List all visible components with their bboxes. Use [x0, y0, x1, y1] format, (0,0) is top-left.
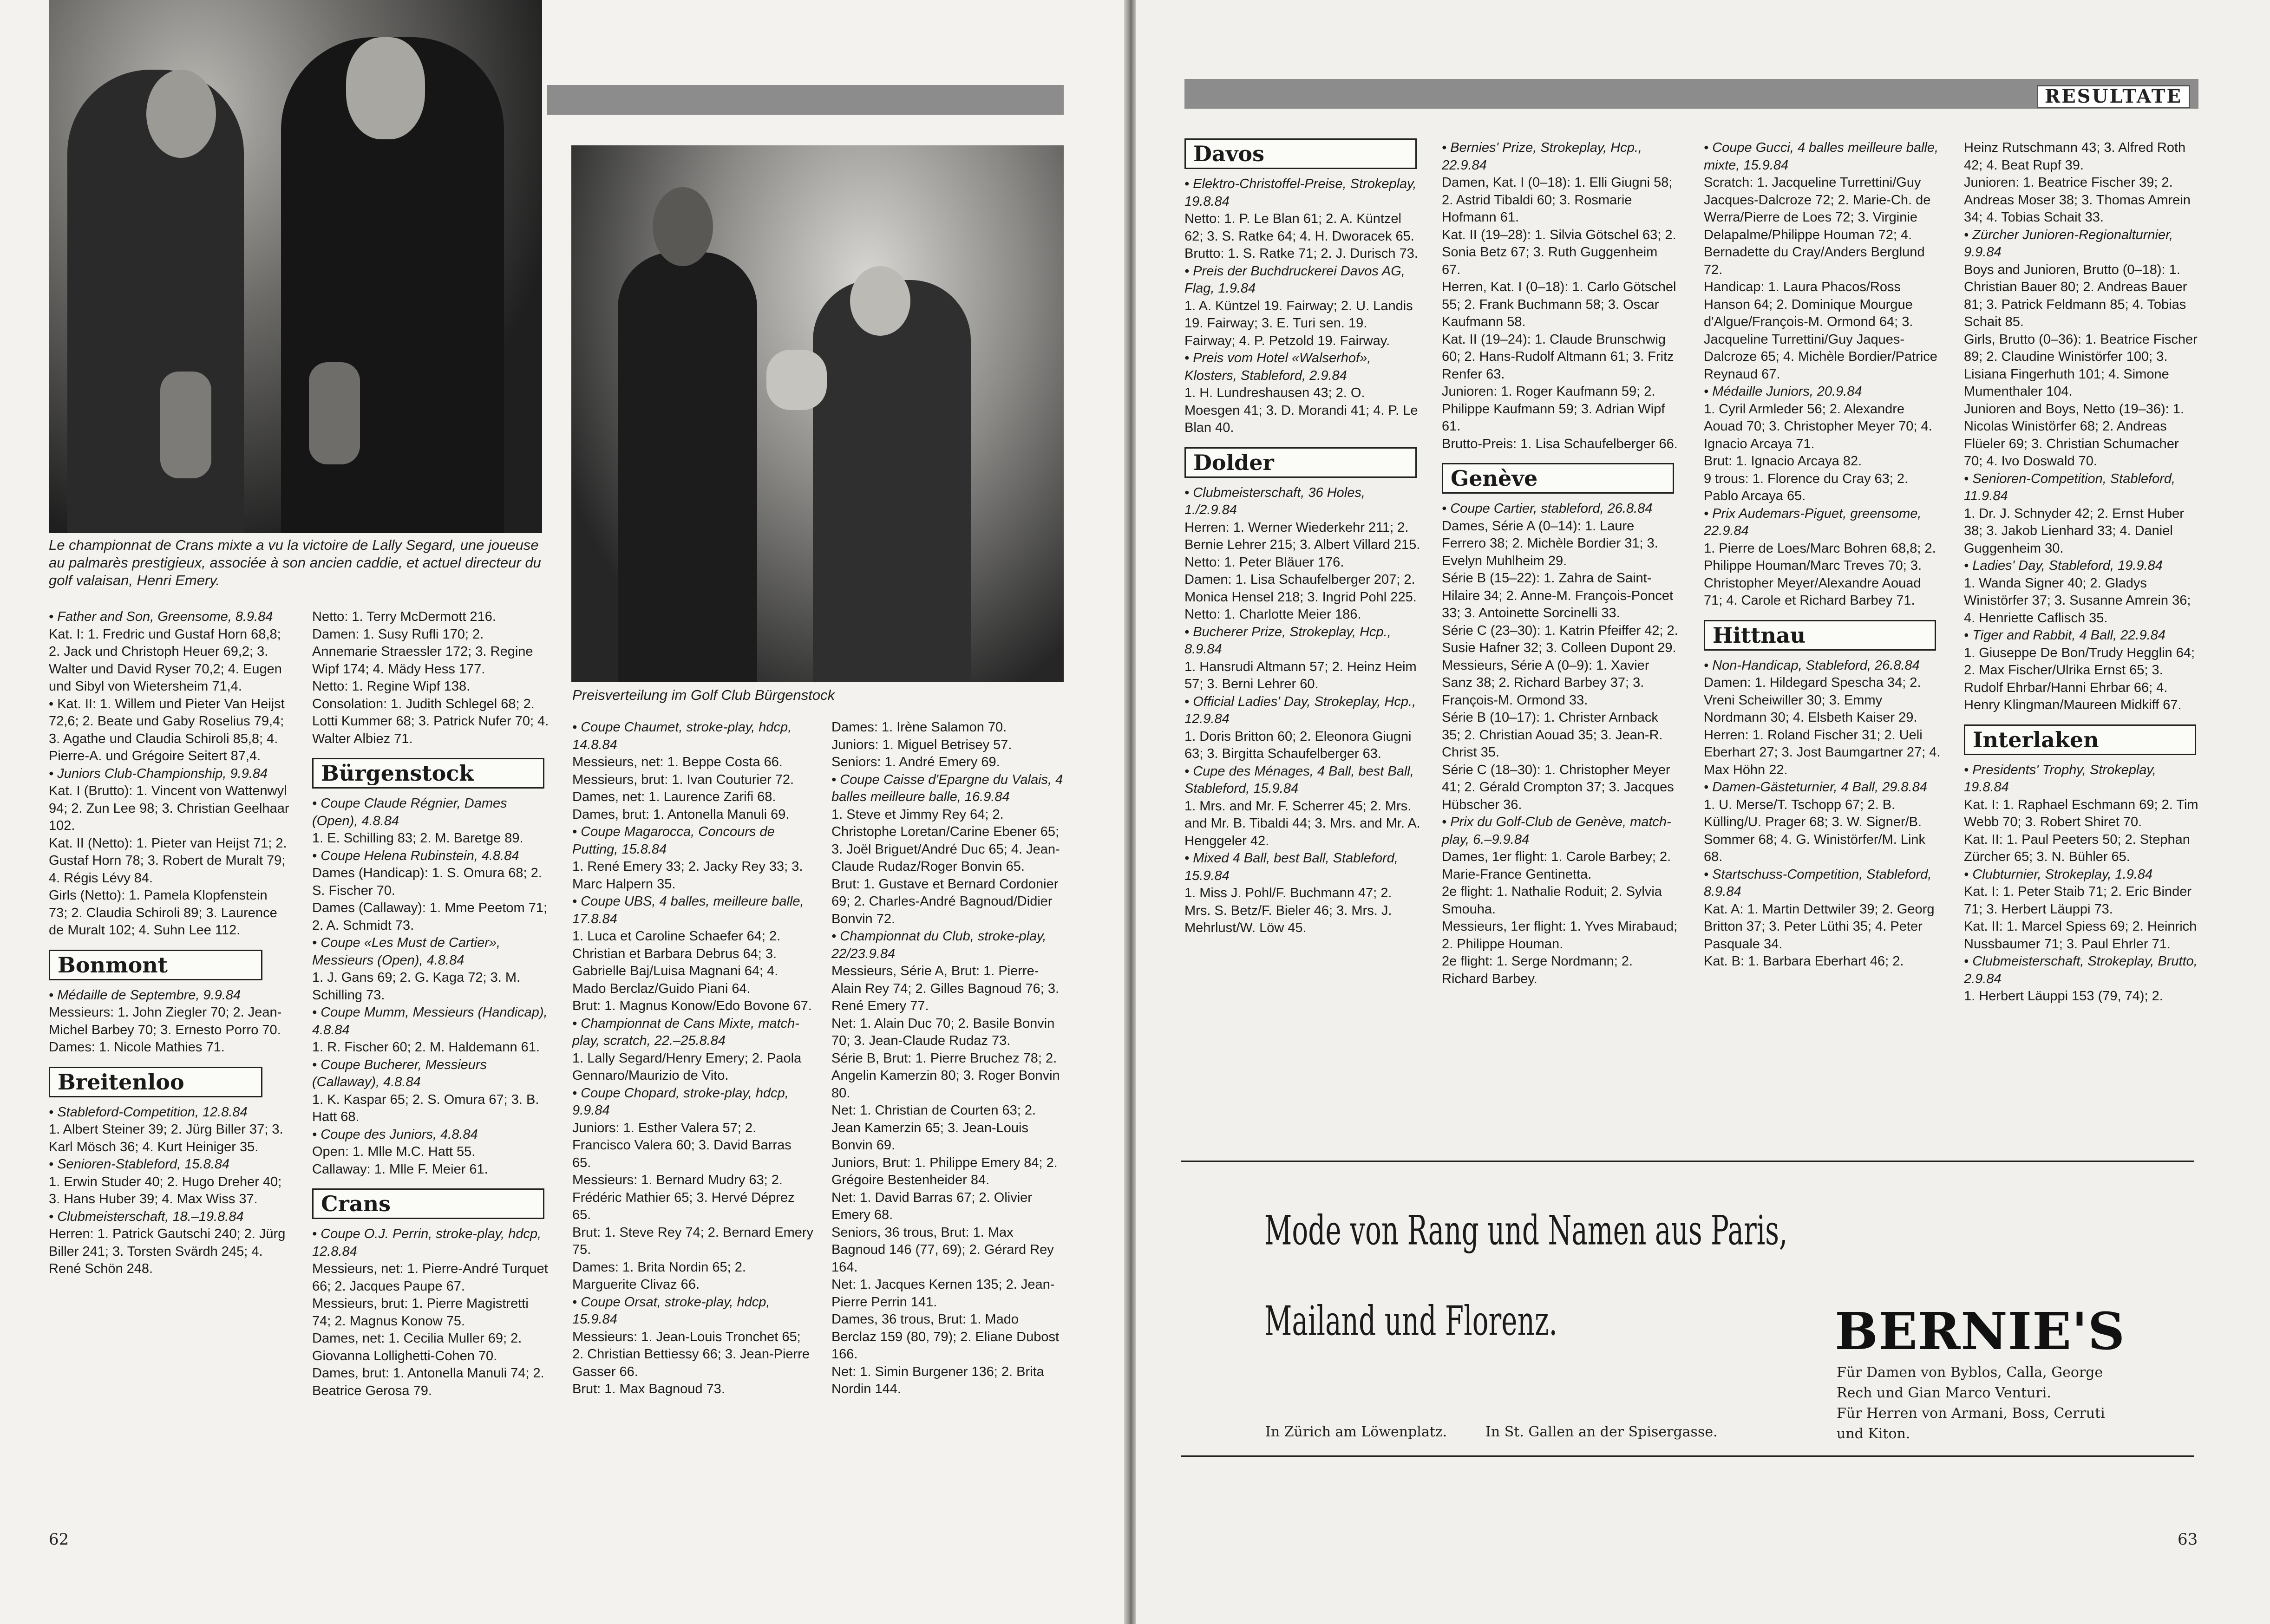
result-line: Girls, Brutto (0–36): 1. Beatrice Fischer 89; 2. Claudine Winistörfer 100; 3. Lisiana Fingerhuth 101; 4. Simone Mumenthaler 104. — [1964, 332, 2198, 399]
crans-results — [312, 1226, 550, 1400]
result-line: Seniors: 1. André Emery 69. — [831, 755, 1000, 770]
result-line: Kat. A: 1. Martin Dettwiler 39; 2. Georg Britton 37; 3. Peter Lüthi 35; 4. Peter Pasquale 34. — [1704, 901, 1935, 952]
result-line: Juniors: 1. Miguel Betrisey 57. — [831, 737, 1012, 752]
result-line: Net: 1. Christian de Courten 63; 2. Jean Kamerzin 65; 3. Jean-Louis Bonvin 69. — [831, 1103, 1036, 1153]
result-line: • Elektro-Christoffel-Preise, Strokeplay, 19.8.84 — [1184, 176, 1417, 209]
result-line: • Startschuss-Competition, Stableford, 8.9.84 — [1704, 867, 1932, 899]
result-line: Dames: 1. Nicole Mathies 71. — [49, 1040, 225, 1055]
result-line: • Non-Handicap, Stableford, 26.8.84 — [1704, 658, 1920, 673]
result-line: Série B (15–22): 1. Zahra de Saint-Hilaire 34; 2. Anne-M. François-Poncet 33; 3. Antoinette Sorcinelli 33. — [1442, 571, 1674, 620]
result-line: • Damen-Gästeturnier, 4 Ball, 29.8.84 — [1704, 780, 1927, 795]
result-line: • Official Ladies' Day, Strokeplay, Hcp., 12.9.84 — [1184, 694, 1416, 726]
result-line: 1. Luca et Caroline Schaefer 64; 2. Christian et Barbara Debrus 64; 3. Gabrielle Baj/Luisa Magnani 64; 4. Mado Berclaz/Guido Piani 64. — [572, 929, 781, 996]
breitenloo-results — [49, 1104, 289, 1278]
photo-b-caption: Preisverteilung im Golf Club Bürgenstock — [572, 687, 835, 703]
result-line: 1. Cyril Armleder 56; 2. Alexandre Aouad 70; 3. Christopher Meyer 70; 4. Ignacio Arcaya 71. — [1704, 401, 1932, 451]
result-line: Messieurs: 1. John Ziegler 70; 2. Jean-Michel Barbey 70; 3. Ernesto Porro 70. — [49, 1005, 282, 1037]
result-line: • Prix Audemars-Piguet, greensome, 22.9.84 — [1704, 506, 1922, 538]
result-line: • Coupe Orsat, stroke-play, hdcp, 15.9.84 — [572, 1294, 770, 1327]
ad-women-brands: Für Damen von Byblos, Calla, George Rech und Gian Marco Venturi. — [1837, 1364, 2103, 1401]
result-line: • Prix du Golf-Club de Genève, match-play, 6.–9.9.84 — [1442, 815, 1671, 847]
result-line: Damen, Kat. I (0–18): 1. Elli Giugni 58; 2. Astrid Tibaldi 60; 3. Rosmarie Hofmann 61. — [1442, 175, 1673, 225]
result-line: Seniors, 36 trous, Brut: 1. Max Bagnoud 146 (77, 69); 2. Gérard Rey 164. — [831, 1225, 1054, 1275]
result-line: • Coupe Mumm, Messieurs (Handicap), 4.8.84 — [312, 1005, 548, 1037]
result-line: • Clubmeisterschaft, Strokeplay, Brutto, 2.9.84 — [1964, 954, 2198, 986]
result-line: • Ladies' Day, Stableford, 19.9.84 — [1964, 558, 2163, 573]
result-line: • Championnat du Club, stroke-play, 22/23.9.84 — [831, 929, 1047, 961]
dolder-results — [1184, 484, 1420, 937]
result-line: 1. Hansrudi Altmann 57; 2. Heinz Heim 57; 3. Berni Lehrer 60. — [1184, 659, 1417, 691]
ad-headline-line-1: Mode von Rang und Namen aus Paris, — [1264, 1207, 1788, 1254]
result-line: • Coupe Magarocca, Concours de Putting, 15.8.84 — [572, 824, 775, 857]
left-column-3 — [572, 719, 814, 1398]
result-line: Messieurs, brut: 1. Ivan Couturier 72. — [572, 772, 794, 787]
result-line: 2e flight: 1. Serge Nordmann; 2. Richard Barbey. — [1442, 954, 1633, 986]
result-line: • Coupe Chopard, stroke-play, hdcp, 9.9.84 — [572, 1085, 789, 1118]
result-line: Consolation: 1. Judith Schlegel 68; 2. Lotti Kummer 68; 3. Patrick Nufer 70; 4. Walter Albiez 71. — [312, 696, 549, 746]
result-line: • Coupe des Juniors, 4.8.84 — [312, 1127, 478, 1142]
result-line: • Clubmeisterschaft, 18.–19.8.84 — [49, 1209, 244, 1224]
result-line: Brutto-Preis: 1. Lisa Schaufelberger 66. — [1442, 436, 1678, 451]
bonmont-results — [49, 987, 289, 1057]
result-line: 1. R. Fischer 60; 2. M. Haldemann 61. — [312, 1040, 540, 1055]
result-line: Net: 1. Simin Burgener 136; 2. Brita Nordin 144. — [831, 1364, 1044, 1396]
result-line: Junioren and Boys, Netto (19–36): 1. Nicolas Winistörfer 68; 2. Andreas Flüeler 69; 3. Christian Schumacher 70; 4. Ivo Doswald 70. — [1964, 401, 2184, 469]
result-line: Messieurs, Série A (0–9): 1. Xavier Sanz 38; 2. Richard Barbey 37; 3. François-M. Ormond 33. — [1442, 658, 1649, 708]
breitenloo-continued — [312, 608, 550, 748]
result-line: Net: 1. Jacques Kernen 135; 2. Jean-Pierre Perrin 141. — [831, 1277, 1055, 1310]
bernies-logo: BERNIE'S — [1835, 1301, 2126, 1361]
result-line: Brut: 1. Magnus Konow/Edo Bovone 67. — [572, 998, 812, 1013]
dolder-continued — [1442, 139, 1679, 453]
result-line: Kat. II: 1. Marcel Spiess 69; 2. Heinrich Nussbaumer 71; 3. Paul Ehrler 71. — [1964, 919, 2197, 952]
result-line: • Zürcher Junioren-Regionalturnier, 9.9.84 — [1964, 227, 2173, 260]
result-line: • Coupe O.J. Perrin, stroke-play, hdcp, 12.8.84 — [312, 1226, 542, 1259]
right-column-3 — [1704, 139, 1941, 971]
section-label-resultate: RESULTATE — [2037, 85, 2190, 108]
result-line: 1. Albert Steiner 39; 2. Jürg Biller 37; 3. Karl Mösch 36; 4. Kurt Heiniger 35. — [49, 1122, 283, 1154]
page-number-left: 62 — [49, 1530, 69, 1549]
result-line: Kat. B: 1. Barbara Eberhart 46; 2. — [1704, 954, 1904, 969]
result-line: Herren: 1. Roland Fischer 31; 2. Ueli Eberhart 27; 3. Jost Baumgartner 27; 4. Max Höhn 22. — [1704, 727, 1941, 777]
ad-location-zurich: In Zürich am Löwenplatz. — [1265, 1424, 1447, 1440]
club-heading-breitenloo: Breitenloo — [49, 1067, 262, 1097]
result-line: Brut: 1. Steve Rey 74; 2. Bernard Emery 75. — [572, 1225, 814, 1257]
result-line: Netto: 1. P. Le Blan 61; 2. A. Küntzel 62; 3. S. Ratke 64; 4. H. Dworacek 65. — [1184, 211, 1414, 244]
result-line: 1. E. Schilling 83; 2. M. Baretge 89. — [312, 831, 523, 846]
result-line: • Preis vom Hotel «Walserhof», Klosters, Stableford, 2.9.84 — [1184, 351, 1371, 383]
result-line: 1. K. Kaspar 65; 2. S. Omura 67; 3. B. Hatt 68. — [312, 1092, 539, 1124]
result-line: 1. Pierre de Loes/Marc Bohren 68,8; 2. Philippe Houman/Marc Treves 70; 3. Christopher Meyer/Alexandre Aouad 71; 4. Carole et Richard Barbey 71. — [1704, 541, 1936, 608]
result-line: 2e flight: 1. Nathalie Roduit; 2. Sylvia Smouha. — [1442, 884, 1662, 917]
result-line: Damen: 1. Susy Rufli 170; 2. Annemarie Straessler 172; 3. Regine Wipf 174; 4. Mädy Hess 177. — [312, 626, 533, 677]
club-heading-bonmont: Bonmont — [49, 950, 262, 980]
page-number-right: 63 — [2178, 1530, 2198, 1549]
result-line: Junioren: 1. Beatrice Fischer 39; 2. Andreas Moser 38; 3. Thomas Amrein 34; 4. Tobias Schait 33. — [1964, 175, 2191, 225]
result-line: Open: 1. Mlle M.C. Hatt 55. — [312, 1144, 476, 1159]
interlaken-results — [1964, 762, 2201, 1005]
result-line: • Senioren-Competition, Stableford, 11.9.84 — [1964, 471, 2176, 503]
geneve-continued — [1704, 139, 1941, 610]
result-line: Série B, Brut: 1. Pierre Bruchez 78; 2. Angelin Kamerzin 80; 3. Roger Bonvin 80. — [831, 1050, 1060, 1101]
result-line: • Médaille Juniors, 20.9.84 — [1704, 384, 1862, 399]
left-page — [0, 0, 1124, 1624]
result-line: • Bucherer Prize, Strokeplay, Hcp., 8.9.84 — [1184, 624, 1391, 657]
section-band — [547, 85, 1064, 115]
club-heading-burgenstock: Bürgenstock — [312, 758, 544, 789]
result-line: Messieurs, net: 1. Pierre-André Turquet 66; 2. Jacques Paupe 67. — [312, 1261, 548, 1294]
result-line: Herren, Kat. I (0–18): 1. Carlo Götschel 55; 2. Frank Buchmann 58; 3. Oscar Kaufmann 58. — [1442, 280, 1676, 329]
result-line: Dames: 1. Irène Salamon 70. — [831, 720, 1007, 735]
result-line: • Father and Son, Greensome, 8.9.84 — [49, 609, 273, 624]
result-line: 1. U. Merse/T. Tschopp 67; 2. B. Külling/U. Prager 68; 3. W. Signer/B. Sommer 68; 4. G. Winistörfer/M. Link 68. — [1704, 797, 1926, 864]
result-line: Juniors: 1. Esther Valera 57; 2. Francisco Valera 60; 3. David Barras 65. — [572, 1120, 792, 1170]
result-line: Dames, brut: 1. Antonella Manuli 69. — [572, 807, 790, 822]
club-heading-interlaken: Interlaken — [1964, 724, 2196, 755]
result-line: Kat. I: 1. Raphael Eschmann 69; 2. Tim Webb 70; 3. Robert Shiret 70. — [1964, 797, 2198, 829]
result-line: Kat. II (Netto): 1. Pieter van Heijst 71; 2. Gustaf Horn 78; 3. Robert de Muralt 79; 4. Régis Lévy 84. — [49, 835, 287, 886]
result-line: • Coupe Claude Régnier, Dames (Open), 4.8.84 — [312, 796, 507, 828]
right-column-4 — [1964, 139, 2201, 1005]
crans-winners-photo — [49, 0, 542, 533]
result-line: • Coupe Bucherer, Messieurs (Callaway), 4.8.84 — [312, 1057, 487, 1089]
result-line: • Kat. II: 1. Willem und Pieter Van Heijst 72,6; 2. Beate und Gaby Roselius 79,4; 3. Agathe und Claudia Schiroli 85,8; 4. Pierre-A. und Grégoire Seitert 87,4. — [49, 696, 285, 763]
result-line: Girls (Netto): 1. Pamela Klopfenstein 73; 2. Claudia Schiroli 89; 3. Laurence de Muralt 102; 4. Suhn Lee 112. — [49, 888, 277, 938]
spine-gutter — [1124, 0, 1136, 1624]
result-line: Dames, brut: 1. Antonella Manuli 74; 2. Beatrice Gerosa 79. — [312, 1366, 544, 1398]
result-line: Kat. I: 1. Fredric und Gustaf Horn 68,8; 2. Jack und Christoph Heuer 69,2; 3. Walter und David Ryser 70,2; 4. Eugen und Sibyl von Wietersheim 71,4. — [49, 626, 282, 694]
result-line: 1. Giuseppe De Bon/Trudy Hegglin 64; 2. Max Fischer/Ulrika Ernst 65; 3. Rudolf Ehrbar/Hanni Ehrbar 66; 4. Henry Klingman/Maureen Midkiff 67. — [1964, 645, 2195, 712]
hittnau-continued — [1964, 139, 2201, 714]
result-line: 1. Dr. J. Schnyder 42; 2. Ernst Huber 38; 3. Jakob Lienhard 33; 4. Daniel Guggenheim 30. — [1964, 506, 2184, 556]
result-line: 1. Lally Segard/Henry Emery; 2. Paola Gennaro/Maurizio de Vito. — [572, 1050, 802, 1083]
result-line: Messieurs, brut: 1. Pierre Magistretti 74; 2. Magnus Konow 75. — [312, 1296, 529, 1329]
result-line: Brutto: 1. S. Ratke 71; 2. J. Durisch 73. — [1184, 246, 1418, 261]
left-column-1 — [49, 608, 289, 1278]
result-line: Série B (10–17): 1. Christer Arnback 35; 2. Christian Aouad 35; 3. Jean-R. Christ 35. — [1442, 710, 1663, 760]
result-line: • Presidents' Trophy, Strokeplay, 19.8.84 — [1964, 762, 2156, 795]
result-line: Damen: 1. Lisa Schaufelberger 207; 2. Monica Hensel 218; 3. Ingrid Pohl 225. — [1184, 572, 1417, 605]
burgenstock-prize-photo — [571, 145, 1064, 682]
result-line: Handicap: 1. Laura Phacos/Ross Hanson 64; 2. Dominique Mourgue d'Algue/François-M. Ormond 64; 3. Jacqueline Turrettini/Guy Jaques-Dalcroze 65; 4. Michèle Bordier/Patrice Reynaud 67. — [1704, 280, 1937, 382]
result-line: • Coupe «Les Must de Cartier», Messieurs (Open), 4.8.84 — [312, 935, 501, 968]
result-line: • Médaille de Septembre, 9.9.84 — [49, 987, 241, 1003]
result-line: • Coupe Chaumet, stroke-play, hdcp, 14.8.84 — [572, 720, 792, 752]
club-heading-crans: Crans — [312, 1188, 544, 1219]
result-line: Dames, 1er flight: 1. Carole Barbey; 2. Marie-France Gentinetta. — [1442, 849, 1671, 882]
result-line: • Preis der Buchdruckerei Davos AG, Flag, 1.9.84 — [1184, 263, 1405, 296]
club-heading-hittnau: Hittnau — [1704, 620, 1936, 651]
bernies-advertisement — [1181, 1161, 2194, 1457]
result-line: • Bernies' Prize, Strokeplay, Hcp., 22.9.84 — [1442, 140, 1642, 173]
result-line: Messieurs: 1. Bernard Mudry 63; 2. Frédéric Mathier 65; 3. Hervé Déprez 65. — [572, 1173, 795, 1222]
club-heading-dolder: Dolder — [1184, 447, 1417, 478]
result-line: Messieurs, net: 1. Beppe Costa 66. — [572, 755, 783, 770]
result-line: • Tiger and Rabbit, 4 Ball, 22.9.84 — [1964, 628, 2165, 643]
father-son-results — [49, 608, 289, 939]
result-line: Messieurs, Série A, Brut: 1. Pierre-Alain Rey 74; 2. Gilles Bagnoud 76; 3. René Emery 77. — [831, 964, 1060, 1013]
result-line: • Cupe des Ménages, 4 Ball, best Ball, Stableford, 15.9.84 — [1184, 763, 1414, 796]
result-line: Dames: 1. Brita Nordin 65; 2. Marguerite Clivaz 66. — [572, 1259, 746, 1292]
result-line: 1. Wanda Signer 40; 2. Gladys Winistörfer 37; 3. Susanne Amrein 36; 4. Henriette Caflisch 35. — [1964, 575, 2191, 626]
result-line: 1. A. Küntzel 19. Fairway; 2. U. Landis 19. Fairway; 3. E. Turi sen. 19. Fairway; 4. P. Petzold 19. Fairway. — [1184, 298, 1413, 348]
result-line: • Stableford-Competition, 12.8.84 — [49, 1104, 248, 1120]
result-line: 1. Steve et Jimmy Rey 64; 2. Christophe Loretan/Carine Ebener 65; 3. Joël Briguet/André Duc 65; 4. Jean-Claude Rudaz/Roger Bonvin 65. — [831, 807, 1060, 874]
result-line: Kat. I: 1. Peter Staib 71; 2. Eric Binder 71; 3. Herbert Läuppi 73. — [1964, 884, 2192, 917]
result-line: Scratch: 1. Jacqueline Turrettini/Guy Jacques-Dalcroze 72; 2. Marie-Ch. de Werra/Pierre de Loes 72; 3. Virginie Delapalme/Philippe Houman 72; 4. Bernadette du Cray/Anders Berglund 72. — [1704, 175, 1931, 277]
result-line: • Senioren-Stableford, 15.8.84 — [49, 1157, 230, 1172]
left-column-2 — [312, 608, 550, 1400]
result-line: 1. Miss J. Pohl/F. Buchmann 47; 2. Mrs. S. Betz/F. Bieler 46; 3. Mrs. J. Mehrlust/W. Löw 45. — [1184, 886, 1392, 935]
result-line: 1. H. Lundreshausen 43; 2. O. Moesgen 41; 3. D. Morandi 41; 4. P. Le Blan 40. — [1184, 385, 1418, 435]
result-line: Kat. II (19–28): 1. Silvia Götschel 63; 2. Sonia Betz 67; 3. Ruth Guggenheim 67. — [1442, 227, 1676, 277]
result-line: Dames, net: 1. Laurence Zarifi 68. — [572, 789, 776, 804]
result-line: Heinz Rutschmann 43; 3. Alfred Roth 42; 4. Beat Rupf 39. — [1964, 140, 2186, 173]
result-line: • Juniors Club-Championship, 9.9.84 — [49, 766, 268, 781]
result-line: Messieurs, 1er flight: 1. Yves Mirabaud; 2. Philippe Houman. — [1442, 919, 1678, 952]
ad-location-stgallen: In St. Gallen an der Spisergasse. — [1485, 1424, 1718, 1440]
result-line: Damen: 1. Hildegard Spescha 34; 2. Vreni Scheiwiller 30; 3. Emmy Nordmann 30; 4. Elsbeth Kaiser 29. — [1704, 675, 1921, 725]
result-line: • Clubturnier, Strokeplay, 1.9.84 — [1964, 867, 2153, 882]
result-line: Netto: 1. Terry McDermott 216. — [312, 609, 496, 624]
result-line: Junioren: 1. Roger Kaufmann 59; 2. Philippe Kaufmann 59; 3. Adrian Wipf 61. — [1442, 384, 1665, 434]
result-line: Dames, net: 1. Cecilia Muller 69; 2. Giovanna Lollighetti-Cohen 70. — [312, 1331, 522, 1363]
result-line: 1. Herbert Läuppi 153 (79, 74); 2. — [1964, 989, 2163, 1004]
result-line: 9 trous: 1. Florence du Cray 63; 2. Pablo Arcaya 65. — [1704, 471, 1909, 503]
result-line: Net: 1. David Barras 67; 2. Olivier Emery 68. — [831, 1190, 1032, 1222]
result-line: • Coupe Cartier, stableford, 26.8.84 — [1442, 501, 1653, 516]
result-line: Callaway: 1. Mlle F. Meier 61. — [312, 1161, 488, 1177]
burgenstock-results — [312, 795, 550, 1178]
result-line: • Coupe UBS, 4 balles, meilleure balle, 17.8.84 — [572, 894, 804, 926]
result-line: 1. Mrs. and Mr. F. Scherrer 45; 2. Mrs. and Mr. B. Tibaldi 44; 3. Mrs. and Mr. A. Henggeler 42. — [1184, 798, 1420, 848]
result-line: 1. J. Gans 69; 2. G. Kaga 72; 3. M. Schilling 73. — [312, 970, 521, 1003]
result-line: Herren: 1. Patrick Gautschi 240; 2. Jürg Biller 241; 3. Torsten Svärdh 245; 4. René Schön 248. — [49, 1226, 286, 1276]
ad-men-brands: Für Herren von Armani, Boss, Cerruti und Kiton. — [1837, 1405, 2105, 1442]
result-line: Netto: 1. Peter Bläuer 176. — [1184, 554, 1344, 570]
result-line: • Mixed 4 Ball, best Ball, Stableford, 15.9.84 — [1184, 851, 1398, 883]
right-column-1 — [1184, 130, 1420, 937]
result-line: Série C (18–30): 1. Christopher Meyer 41; 2. Gérald Crompton 37; 3. Jacques Hübscher 36. — [1442, 762, 1674, 812]
result-line: • Clubmeisterschaft, 36 Holes, 1./2.9.84 — [1184, 485, 1365, 517]
result-line: Dames (Callaway): 1. Mme Peetom 71; 2. A. Schmidt 73. — [312, 900, 548, 933]
result-line: Kat. II: 1. Paul Peeters 50; 2. Stephan Zürcher 65; 3. N. Bühler 65. — [1964, 832, 2190, 864]
result-line: • Coupe Helena Rubinstein, 4.8.84 — [312, 848, 519, 863]
result-line: Brut: 1. Gustave et Bernard Cordonier 69; 2. Charles-André Bagnoud/Didier Bonvin 72. — [831, 876, 1059, 926]
result-line: • Coupe Gucci, 4 balles meilleure balle, mixte, 15.9.84 — [1704, 140, 1939, 173]
hittnau-results — [1704, 657, 1941, 971]
davos-results — [1184, 176, 1420, 437]
result-line: Dames (Handicap): 1. S. Omura 68; 2. S. Fischer 70. — [312, 866, 542, 898]
result-line: Net: 1. Alain Duc 70; 2. Basile Bonvin 70; 3. Jean-Claude Rudaz 73. — [831, 1016, 1055, 1048]
result-line: Série C (23–30): 1. Katrin Pfeiffer 42; 2. Susie Hafner 32; 3. Colleen Dupont 29. — [1442, 623, 1678, 655]
result-line: Boys and Junioren, Brutto (0–18): 1. Christian Bauer 80; 2. Andreas Bauer 81; 3. Patrick Feldmann 85; 4. Tobias Schait 85. — [1964, 262, 2187, 329]
club-heading-geneve: Genève — [1442, 463, 1674, 494]
result-line: • Championnat de Cans Mixte, match-play, scratch, 22.–25.8.84 — [572, 1016, 799, 1048]
result-line: Dames, Série A (0–14): 1. Laure Ferrero 38; 2. Michèle Bordier 31; 3. Evelyn Muhlheim 29. — [1442, 518, 1658, 568]
result-line: Juniors, Brut: 1. Philippe Emery 84; 2. Grégoire Bestenheider 84. — [831, 1155, 1058, 1187]
photo-a-caption: Le championnat de Crans mixte a vu la victoire de Lally Segard, une joueuse au palmarès prestigieux, associée à son ancien caddie, et actuel directeur du golf valaisan, Henri Emery. — [49, 537, 541, 588]
result-line: Kat. II (19–24): 1. Claude Brunschwig 60; 2. Hans-Rudolf Altmann 61; 3. Fritz Renfer 63. — [1442, 332, 1674, 382]
result-line: Herren: 1. Werner Wiederkehr 211; 2. Bernie Lehrer 215; 3. Albert Villard 215. — [1184, 520, 1420, 552]
right-column-2 — [1442, 139, 1679, 988]
result-line: Brut: 1. Max Bagnoud 73. — [572, 1382, 725, 1396]
result-line: Brut: 1. Ignacio Arcaya 82. — [1704, 454, 1862, 469]
result-line: Dames, 36 trous, Brut: 1. Mado Berclaz 159 (80, 79); 2. Eliane Dubost 166. — [831, 1312, 1060, 1362]
result-line: Netto: 1. Charlotte Meier 186. — [1184, 607, 1361, 622]
left-column-4 — [831, 719, 1064, 1398]
result-line: Messieurs: 1. Jean-Louis Tronchet 65; 2. Christian Bettiessy 66; 3. Jean-Pierre Gasser 66. — [572, 1329, 810, 1379]
ad-headline-line-2: Mailand und Florenz. — [1264, 1297, 1557, 1345]
result-line: 1. Doris Britton 60; 2. Eleonora Giugni 63; 3. Birgitta Schaufelberger 63. — [1184, 729, 1412, 761]
result-line: Netto: 1. Regine Wipf 138. — [312, 679, 471, 694]
result-line: 1. René Emery 33; 2. Jacky Rey 33; 3. Marc Halpern 35. — [572, 859, 803, 892]
result-line: • Coupe Caisse d'Epargne du Valais, 4 balles meilleure balle, 16.9.84 — [831, 772, 1063, 804]
result-line: 1. Erwin Studer 40; 2. Hugo Dreher 40; 3. Hans Huber 39; 4. Max Wiss 37. — [49, 1174, 282, 1207]
club-heading-davos: Davos — [1184, 138, 1417, 169]
geneve-results — [1442, 500, 1679, 988]
result-line: Kat. I (Brutto): 1. Vincent von Wattenwyl 94; 2. Zun Lee 98; 3. Christian Geelhaar 102. — [49, 783, 289, 833]
